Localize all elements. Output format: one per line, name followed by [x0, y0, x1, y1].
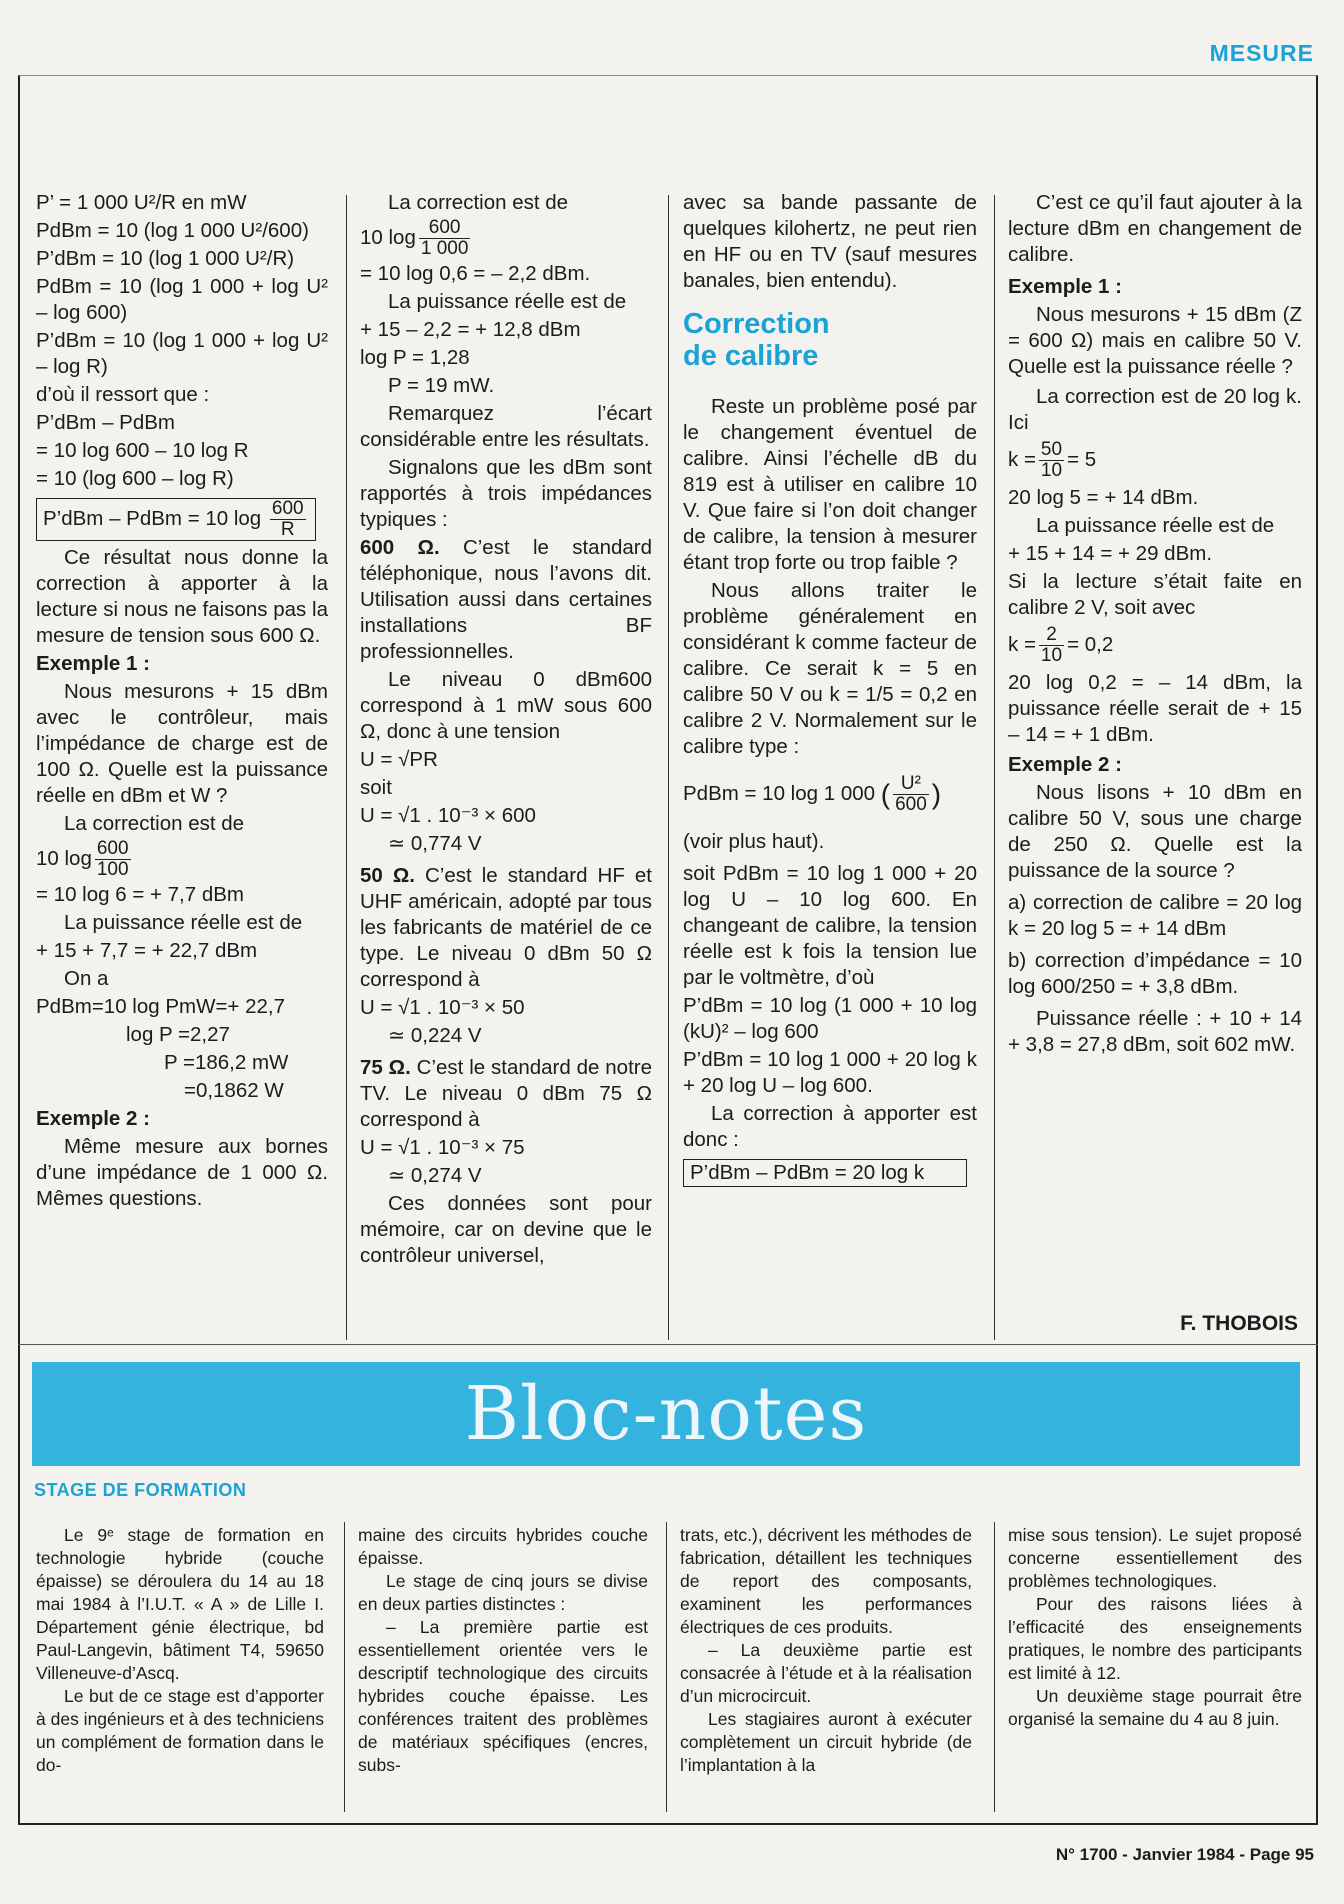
paragraph: Remarquez l’écart considérable entre les résultats. — [360, 402, 652, 451]
text-line: P’dBm – PdBm — [36, 411, 175, 434]
paragraph: Pour des raisons liées à l’efficacité des enseignements pratiques, le nombre des participants est limité à 12. — [1008, 1594, 1302, 1683]
paragraph — [360, 535, 652, 665]
column-divider — [668, 195, 669, 1340]
formula-line — [360, 218, 652, 259]
text-line: (voir plus haut). — [683, 830, 825, 853]
text-line: U = √1 . 10⁻³ × 75 — [360, 1136, 525, 1159]
paragraph — [360, 863, 652, 993]
paragraph: maine des circuits hybrides couche épaisse. — [358, 1525, 648, 1568]
paragraph-text: C’est le standard de notre TV. Le niveau 0 dBm 75 Ω correspond à — [360, 1056, 652, 1131]
paragraph: Les stagiaires auront à exécuter complètement un circuit hybride (de l’implantation à la — [680, 1709, 972, 1775]
formula-text: k = — [1008, 447, 1036, 471]
paragraph: La puissance réelle est de — [64, 911, 303, 934]
fraction — [419, 218, 471, 259]
text-line: =0,1862 W — [184, 1079, 284, 1102]
paragraph: 20 log 0,2 = – 14 dBm, la puissance réelle serait de + 15 – 14 = + 1 dBm. — [1008, 671, 1302, 746]
paragraph: Le 9ᵉ stage de formation en technologie hybride (couche épaisse) se déroulera du 14 au 18 mai 1984 à l’I.U.T. « A » de Lille I. Département génie électrique, bd Paul-Langevin, bâtiment T4, 59650 Villeneuve-d’Ascq. — [36, 1525, 324, 1683]
formula-line — [1008, 440, 1302, 481]
paragraph: avec sa bande passante de quelques kilohertz, ne peut rien en HF ou en TV (sauf mesures banales, bien entendu). — [683, 191, 977, 292]
paragraph: trats, etc.), décrivent les méthodes de fabrication, détaillent les techniques de report des composants, examinent les performances électriques de ces produits. — [680, 1525, 972, 1637]
fraction-denominator: 600 — [895, 794, 927, 815]
paragraph: – La première partie est essentiellement orientée vers le descriptif technologique des circuits hybrides couche épaisse. Les conférences traitent des problèmes de matériaux spécifiques (encres, subs- — [358, 1617, 648, 1775]
paragraph: Nous allons traiter le problème généralement en considérant k comme facteur de calibre. Ce serait k = 5 en calibre 50 V ou k = 1/5 = 0,2 en calibre 2 V. Normalement sur le calibre type : — [683, 579, 977, 758]
banner-title: Bloc-notes — [464, 1371, 868, 1457]
column-divider — [994, 195, 995, 1340]
text-line: PdBm=10 log PmW=+ 22,7 — [36, 995, 285, 1018]
section-tag: MESURE — [1209, 40, 1314, 66]
fraction — [1039, 625, 1064, 666]
text-line: P = 19 mW. — [388, 374, 495, 397]
fraction-numerator: 600 — [96, 838, 129, 859]
paragraph: Le stage de cinq jours se divise en deux parties distinctes : — [358, 1571, 648, 1614]
formula-text: = 5 — [1067, 447, 1097, 471]
text-line: = 10 log 6 = + 7,7 dBm — [36, 883, 244, 906]
paragraph: Ce résultat nous donne la correction à apporter à la lecture si nous ne faisons pas la mesure de tension sous 600 Ω. — [36, 546, 328, 647]
formula-text: = 0,2 — [1067, 632, 1114, 656]
fraction-numerator: 2 — [1039, 625, 1064, 646]
text-line: = 10 log 600 – 10 log R — [36, 439, 249, 462]
formula-text: PdBm = 10 log 1 000 — [683, 781, 876, 805]
author-signature: F. THOBOIS — [1180, 1312, 1298, 1335]
paragraph — [360, 1055, 652, 1133]
text-line: soit — [360, 776, 392, 799]
paragraph: Nous mesurons + 15 dBm (Z = 600 Ω) mais en calibre 50 V. Quelle est la puissance réelle ? — [1008, 303, 1302, 378]
bloc-column-3 — [680, 1524, 972, 1777]
result-formula-box: P’dBm – PdBm = 20 log k — [683, 1159, 967, 1187]
example-heading: Exemple 1 : — [1008, 275, 1122, 298]
fraction-numerator: 600 — [419, 218, 471, 239]
text-line: P’dBm = 10 (log 1 000 U²/R) — [36, 247, 295, 270]
paragraph: La correction à apporter est donc : — [683, 1102, 977, 1151]
text-line: PdBm = 10 (log 1 000 + log U² – log 600) — [36, 275, 328, 324]
paragraph: Si la lecture s’était faite en calibre 2 V, soit avec — [1008, 570, 1302, 619]
paragraph: P’dBm = 10 log (1 000 + 10 log (kU)² – log 600 — [683, 994, 977, 1043]
text-line: d’où il ressort que : — [36, 383, 210, 406]
fraction-denominator: 1 000 — [420, 238, 469, 259]
text-line: U = √1 . 10⁻³ × 600 — [360, 804, 536, 827]
fraction-numerator: 50 — [1040, 439, 1063, 460]
paragraph: soit PdBm = 10 log 1 000 + 20 log U – 10 log 600. En changeant de calibre, la tension réelle est k fois la tension lue par le voltmètre, d’où — [683, 862, 977, 989]
bloc-notes-banner — [32, 1362, 1300, 1466]
formula-text: P’dBm – PdBm = 10 log — [43, 506, 262, 530]
formula-text: k = — [1008, 632, 1036, 656]
paragraph: Le niveau 0 dBm600 correspond à 1 mW sous 600 Ω, donc à une tension — [360, 668, 652, 743]
paragraph: Le but de ce stage est d’apporter à des ingénieurs et à des techniciens un complément de formation dans le do- — [36, 1686, 324, 1775]
bloc-column-4 — [1008, 1524, 1302, 1731]
paragraph: P’dBm = 10 log 1 000 + 20 log k + 20 log U – log 600. — [683, 1048, 977, 1097]
fraction — [270, 499, 306, 540]
example-heading: Exemple 2 : — [1008, 753, 1122, 776]
column-1 — [36, 190, 328, 1214]
paragraph: La puissance réelle est de — [388, 290, 627, 313]
text-line: On a — [64, 967, 109, 990]
column-2 — [360, 190, 652, 1271]
fraction-numerator: U² — [893, 774, 929, 795]
text-line: = 10 log 0,6 = – 2,2 dBm. — [360, 262, 591, 285]
text-line: ≃ 0,274 V — [388, 1164, 482, 1187]
formula-line — [1008, 625, 1302, 666]
fraction — [1039, 440, 1064, 481]
text-line: log P =2,27 — [126, 1023, 230, 1046]
paragraph: La puissance réelle est de — [1036, 514, 1275, 537]
paragraph: – La deuxième partie est consacrée à l’étude et à la réalisation d’un microcircuit. — [680, 1640, 972, 1706]
bloc-column-1 — [36, 1524, 324, 1777]
fraction-denominator: 100 — [96, 859, 129, 880]
bloc-column-2 — [358, 1524, 648, 1777]
text-line: 20 log 5 = + 14 dBm. — [1008, 486, 1199, 509]
stage-heading: STAGE DE FORMATION — [34, 1480, 247, 1500]
fraction-denominator: 10 — [1040, 645, 1063, 666]
paragraph: Nous lisons + 10 dBm en calibre 50 V, sous une charge de 250 Ω. Quelle est la puissance de la source ? — [1008, 781, 1302, 882]
impedance-title: 50 Ω. — [360, 864, 415, 887]
column-divider — [666, 1522, 667, 1812]
paragraph: b) correction d’impédance = 10 log 600/250 = + 3,8 dBm. — [1008, 949, 1302, 998]
column-divider — [994, 1522, 995, 1812]
text-line: ≃ 0,224 V — [388, 1024, 482, 1047]
column-divider — [346, 195, 347, 1340]
page-footer: N° 1700 - Janvier 1984 - Page 95 — [1055, 1845, 1314, 1864]
result-formula-box — [36, 498, 316, 541]
paragraph-text: C’est le standard téléphonique, nous l’avons dit. Utilisation aussi dans certaines installations BF professionnelles. — [360, 536, 652, 663]
section-divider — [18, 1344, 1318, 1345]
impedance-title: 600 Ω. — [360, 536, 440, 559]
text-line: = 10 (log 600 – log R) — [36, 467, 234, 490]
paragraph: mise sous tension). Le sujet proposé concerne essentiellement des problèmes technologiques. — [1008, 1525, 1302, 1591]
paragraph: a) correction de calibre = 20 log k = 20 log 5 = + 14 dBm — [1008, 891, 1302, 940]
column-4 — [1008, 190, 1302, 1060]
text-line: U = √PR — [360, 748, 438, 771]
text-line: P’dBm = 10 (log 1 000 + log U² – log R) — [36, 329, 328, 378]
section-heading — [683, 308, 977, 372]
example-heading: Exemple 2 : — [36, 1107, 150, 1130]
text-line: log P = 1,28 — [360, 346, 470, 369]
fraction-numerator: 600 — [271, 498, 304, 519]
fraction — [95, 839, 131, 880]
column-3 — [683, 190, 977, 1191]
paragraph: Puissance réelle : + 10 + 14 + 3,8 = 27,8 dBm, soit 602 mW. — [1008, 1007, 1302, 1056]
text-line: + 15 + 7,7 = + 22,7 dBm — [36, 939, 258, 962]
fraction — [893, 774, 929, 815]
text-line: PdBm = 10 (log 1 000 U²/600) — [36, 219, 309, 242]
fraction-denominator: 10 — [1040, 460, 1063, 481]
text-line: + 15 + 14 = + 29 dBm. — [1008, 542, 1213, 565]
text-line: P =186,2 mW — [164, 1051, 289, 1074]
text-line: + 15 – 2,2 = + 12,8 dBm — [360, 318, 581, 341]
paragraph: Signalons que les dBm sont rapportés à trois impédances typiques : — [360, 456, 652, 531]
paragraph: C’est ce qu’il faut ajouter à la lecture dBm en changement de calibre. — [1008, 191, 1302, 266]
paragraph: Même mesure aux bornes d’une impédance de 1 000 Ω. Mêmes questions. — [36, 1135, 328, 1210]
column-divider — [344, 1522, 345, 1812]
paragraph: Ces données sont pour mémoire, car on devine que le contrôleur universel, — [360, 1192, 652, 1267]
paragraph: La correction est de — [388, 191, 569, 214]
text-line: U = √1 . 10⁻³ × 50 — [360, 996, 525, 1019]
text-line: P’ = 1 000 U²/R en mW — [36, 191, 247, 214]
paragraph: La correction est de 20 log k. Ici — [1008, 385, 1302, 434]
example-heading: Exemple 1 : — [36, 652, 150, 675]
fraction-denominator: R — [280, 519, 295, 540]
paragraph: La correction est de — [64, 812, 245, 835]
paragraph: Un deuxième stage pourrait être organisé la semaine du 4 au 8 juin. — [1008, 1686, 1302, 1729]
impedance-title: 75 Ω. — [360, 1056, 411, 1079]
heading-line: Correction — [683, 308, 830, 340]
heading-line: de calibre — [683, 340, 819, 372]
paragraph-text: C’est le standard HF et UHF américain, adopté par tous les fabricants de matériel de ce type. Le niveau 0 dBm 50 Ω correspond à — [360, 864, 652, 991]
formula-line — [36, 839, 328, 880]
paragraph: Reste un problème posé par le changement éventuel de calibre. Ainsi l’échelle dB du 819 est à utiliser en calibre 10 V. Que faire si l’on doit changer de calibre, la tension à mesurer étant trop forte ou trop faible ? — [683, 395, 977, 574]
formula-line: PdBm = 10 log 1 000 ( $\frac{\text{U²}}{600}$ ) — [683, 773, 942, 815]
paragraph: Nous mesurons + 15 dBm avec le contrôleur, mais l’impédance de charge est de 100 Ω. Quelle est la puissance réelle en dBm et W ? — [36, 680, 328, 807]
text-line: ≃ 0,774 V — [388, 832, 482, 855]
formula-text: 10 log — [36, 846, 92, 870]
formula-text: 10 log — [360, 225, 416, 249]
